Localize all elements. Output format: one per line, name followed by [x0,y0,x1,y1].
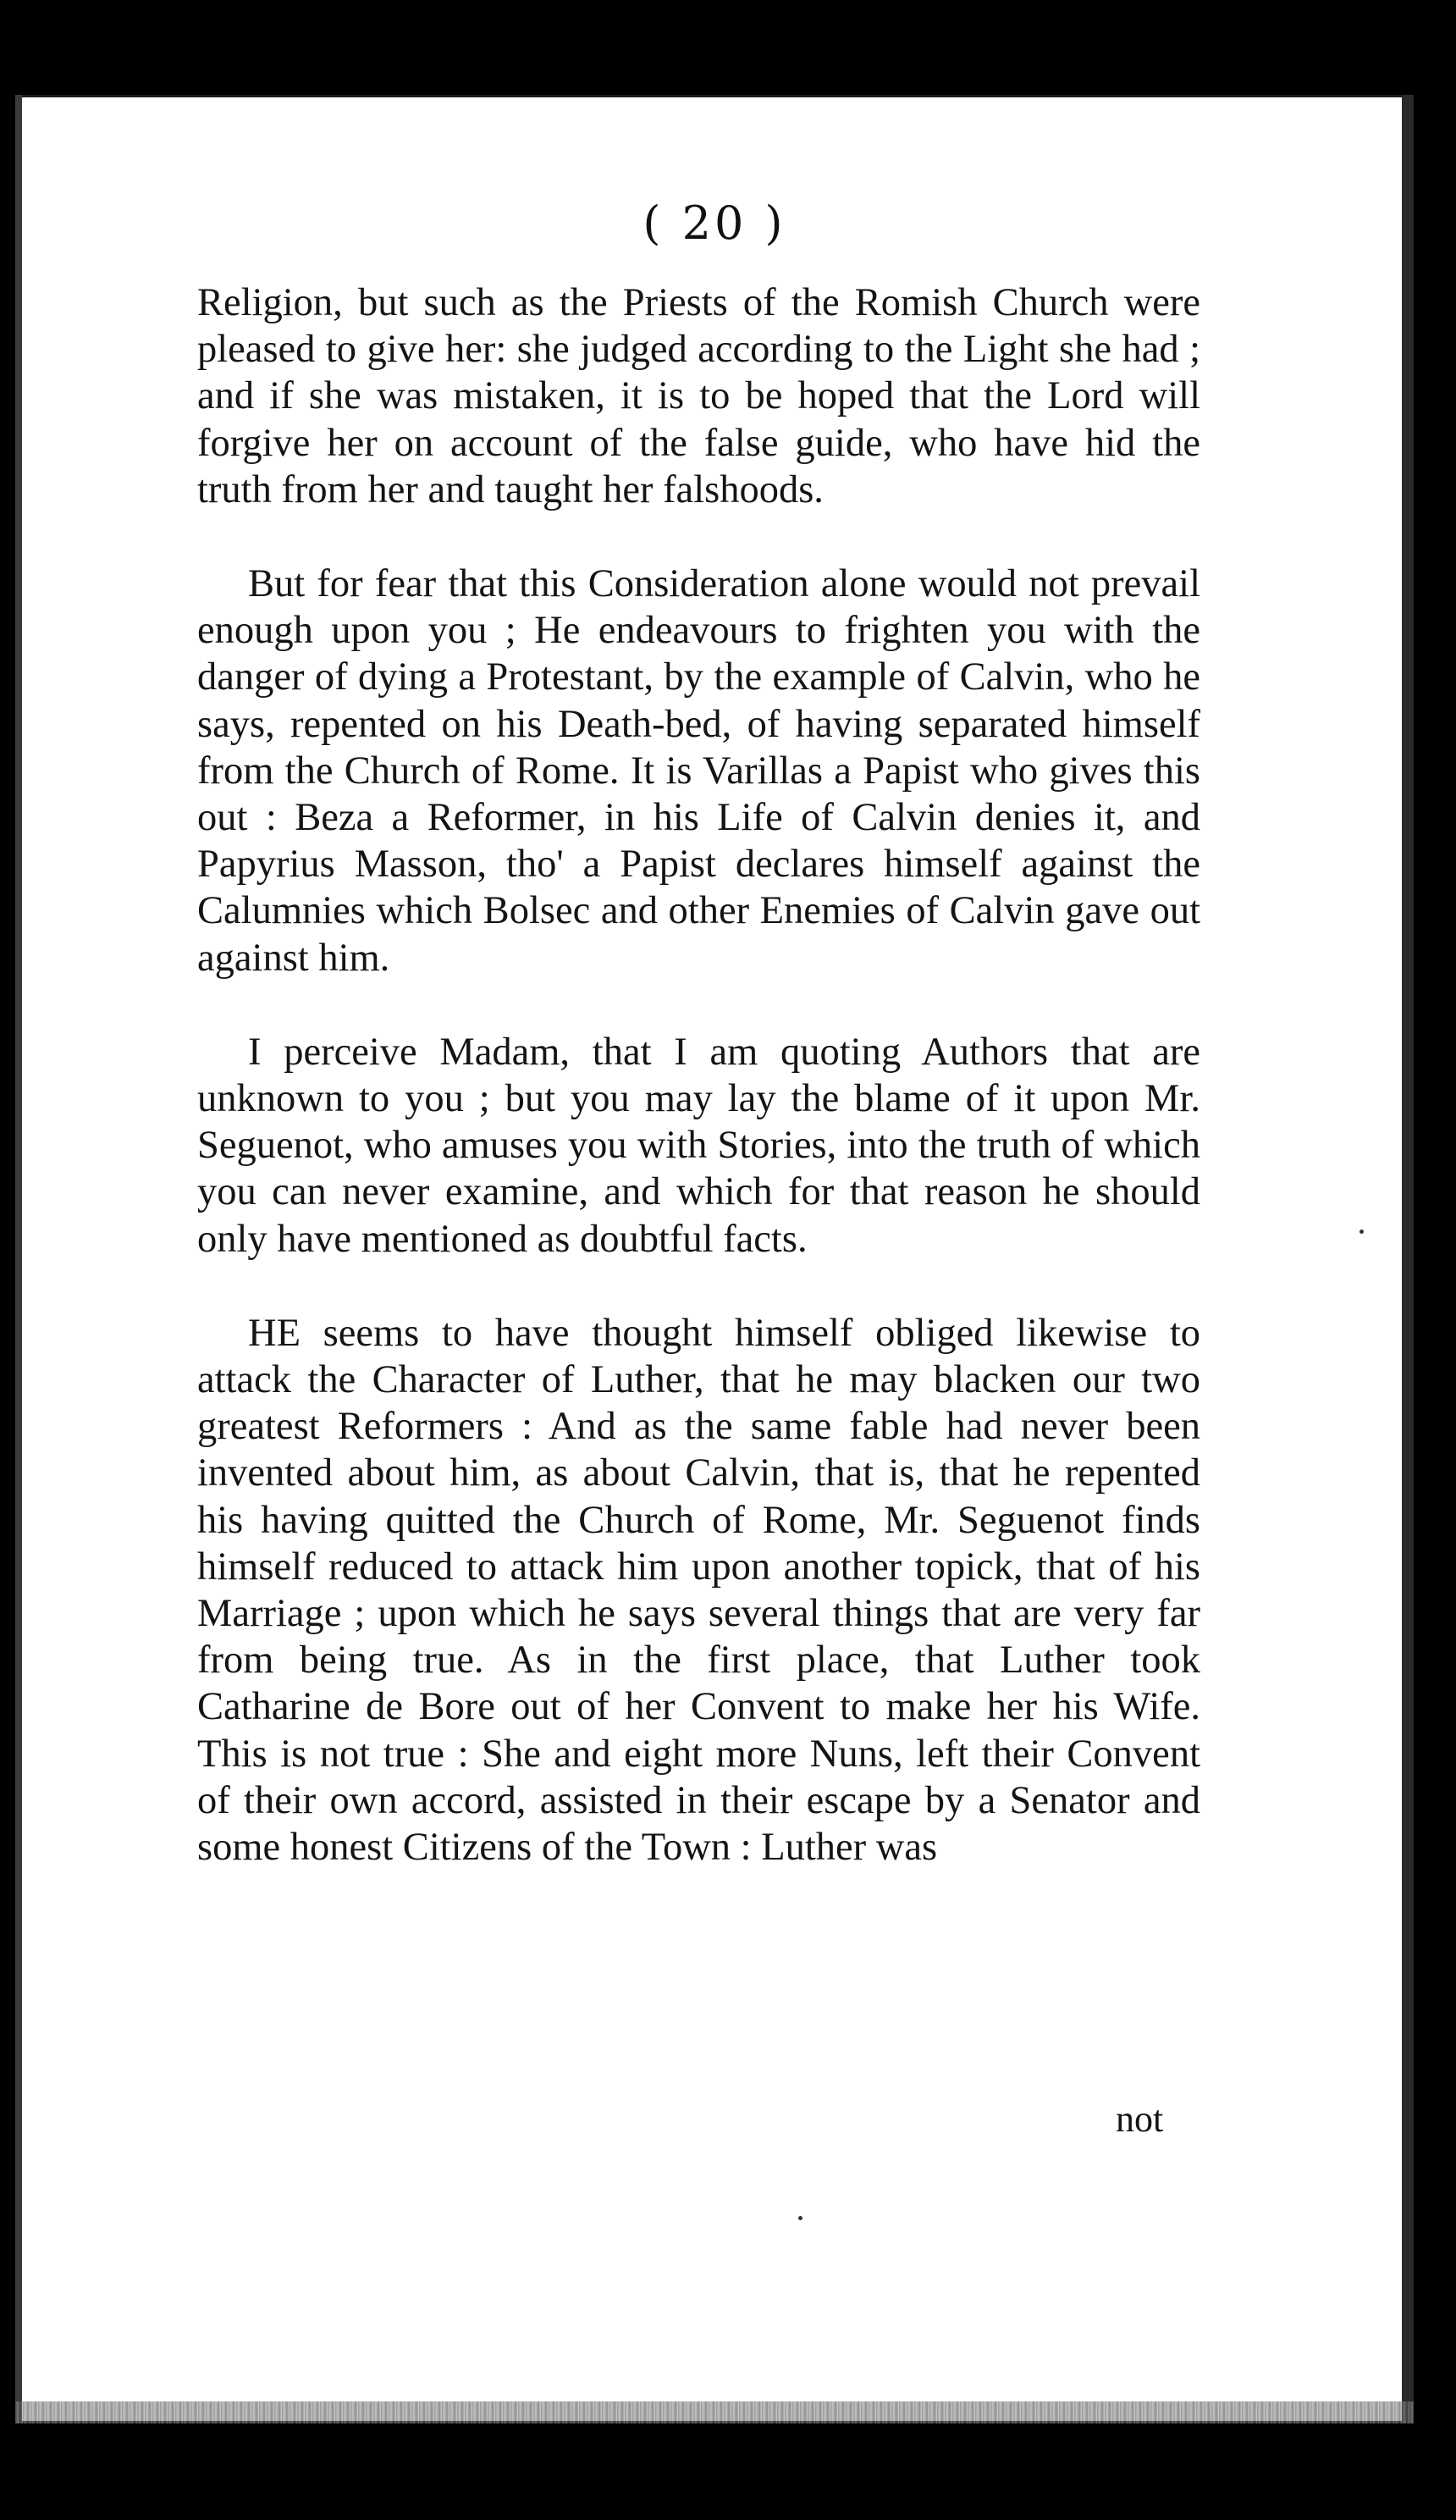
paragraph-2: But for fear that this Consideration alone would not prevail enough upon you ; He endeavours to frighten you with the danger of dying a Protestant, by the example of Calvin, who he says, repented on his Death-bed, of having separated himself from the Church of Rome. It is Varillas a Papist who gives this out : Beza a Reformer, in his Life of Calvin denies it, and Papyrius Masson, tho' a Papist declares himself against the Calumnies which Bolsec and other Enemies of Calvin gave out against him. [197,562,1200,980]
page-right-edge [1402,95,1414,2423]
page-left-edge [15,95,22,2423]
book-page [15,95,1414,2423]
paragraph-3: I perceive Madam, that I am quoting Authors that are unknown to you ; but you may lay the blame of it upon Mr. Seguenot, who amuses you with Stories, into the truth of which you can never examine, and which for that reason he should only have mentioned as doubtful facts. [197,1030,1200,1261]
page-number: ( 20 ) [643,196,786,250]
paragraph-4: HE seems to have thought himself obliged likewise to attack the Character of Luther, that he may blacken our two greatest Reformers : And as the same fable had never been invented about him, as about Calvin, that is, that he repented his having quitted the Church of Rome, Mr. Seguenot finds himself reduced to attack him upon another topick, that of his Marriage ; upon which he says several things that are very far from being true. As in the first place, that Luther took Catharine de Bore out of her Convent to make her his Wife. This is not true : She and eight more Nuns, left their Convent of their own accord, assisted in their escape by a Senator and some honest Citizens of the Town : Luther was [197,1311,1200,1870]
catchword: not [1116,2098,1164,2140]
ink-speck [798,2216,802,2220]
ink-speck [1359,1230,1364,1234]
body-text [197,279,1200,1871]
paragraph-1: Religion, but such as the Priests of the Romish Church were pleased to give her: she judged according to the Light she had ; and if she was mistaken, it is to be hoped that the Lord will forgive her on account of the false guide, who have hid the truth from her and taught her falshoods. [197,281,1200,511]
page-bottom-edge [15,2401,1414,2423]
